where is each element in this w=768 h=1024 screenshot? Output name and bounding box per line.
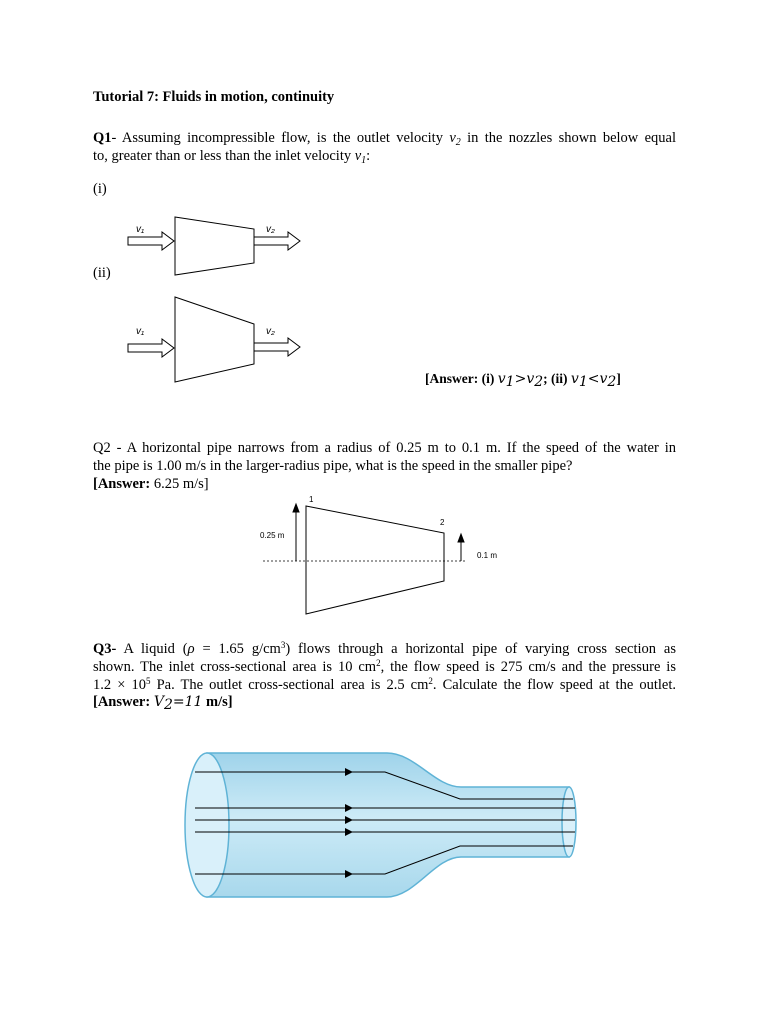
radius-small-label: 0.1 m — [477, 551, 498, 560]
radius-arrow-small — [458, 534, 464, 561]
flow-pipe-diagram — [165, 745, 585, 905]
q2-question-line1: Q2 - A horizontal pipe narrows from a radius of 0.25 m to 0.1 m. If the speed of the water in — [93, 440, 676, 456]
nozzle-ii-body — [175, 297, 254, 382]
section-label-1: 1 — [309, 495, 314, 504]
diagram-i-v1-label: v₁ — [136, 224, 145, 235]
outlet-arrow-ii — [254, 338, 300, 356]
pipe-outer — [207, 753, 569, 897]
q1-part-ii-label: (ii) — [93, 265, 111, 281]
q1-label: Q1 — [93, 130, 112, 146]
q3-question-line1: Q3- A liquid (ρ = 1.65 $g/cm^3$) flows through a horizontal pipe of varying cross section as — [93, 640, 676, 657]
page-title: Tutorial 7: Fluids in motion, continuity — [93, 89, 335, 105]
q1-question-line1: Q1- Assuming incompressible flow, is the outlet velocity $v_2$ in the nozzles shown below equal — [93, 130, 676, 148]
radius-arrow-large — [293, 504, 299, 561]
q3-answer: [Answer: $V_2=11$ m/s] — [93, 694, 233, 713]
diagram-ii-v2-label: v₂ — [266, 326, 275, 337]
diagram-ii-v1-label: v₁ — [136, 326, 145, 337]
inlet-arrow-i — [128, 232, 174, 250]
q3-question-line2: shown. The inlet cross-sectional area is 10 $cm^2$, the flow speed is 275 cm/s and the pressure is — [93, 658, 676, 675]
nozzle-diagram-ii — [120, 292, 310, 388]
nozzle-i-body — [175, 217, 254, 275]
q1-answer: [Answer: (i) $v_1>v_2$; (ii) $v_1<v_2$] — [425, 371, 621, 390]
q2-answer: [Answer: 6.25 m/s] — [93, 476, 209, 492]
radius-large-label: 0.25 m — [260, 531, 285, 540]
outlet-arrow-i — [254, 232, 300, 250]
diagram-i-v2-label: v₂ — [266, 224, 275, 235]
q2-question-line2: the pipe is 1.00 m/s in the larger-radius pipe, what is the speed in the smaller pipe? — [93, 458, 573, 474]
pipe-narrowing-diagram — [255, 492, 515, 622]
pipe-inlet-opening — [185, 753, 229, 897]
pipe-body — [306, 506, 444, 614]
nozzle-diagram-i — [120, 205, 310, 285]
q3-question-line3: $1.2 \times 10^5$ Pa. The outlet cross-sectional area is 2.5 $cm^2$. Calculate the flow speed at the outlet. — [93, 676, 676, 693]
q1-question-line2: to, greater than or less than the inlet velocity $v_1$: — [93, 148, 371, 166]
inlet-arrow-ii — [128, 339, 174, 357]
q1-part-i-label: (i) — [93, 181, 107, 197]
section-label-2: 2 — [440, 518, 445, 527]
